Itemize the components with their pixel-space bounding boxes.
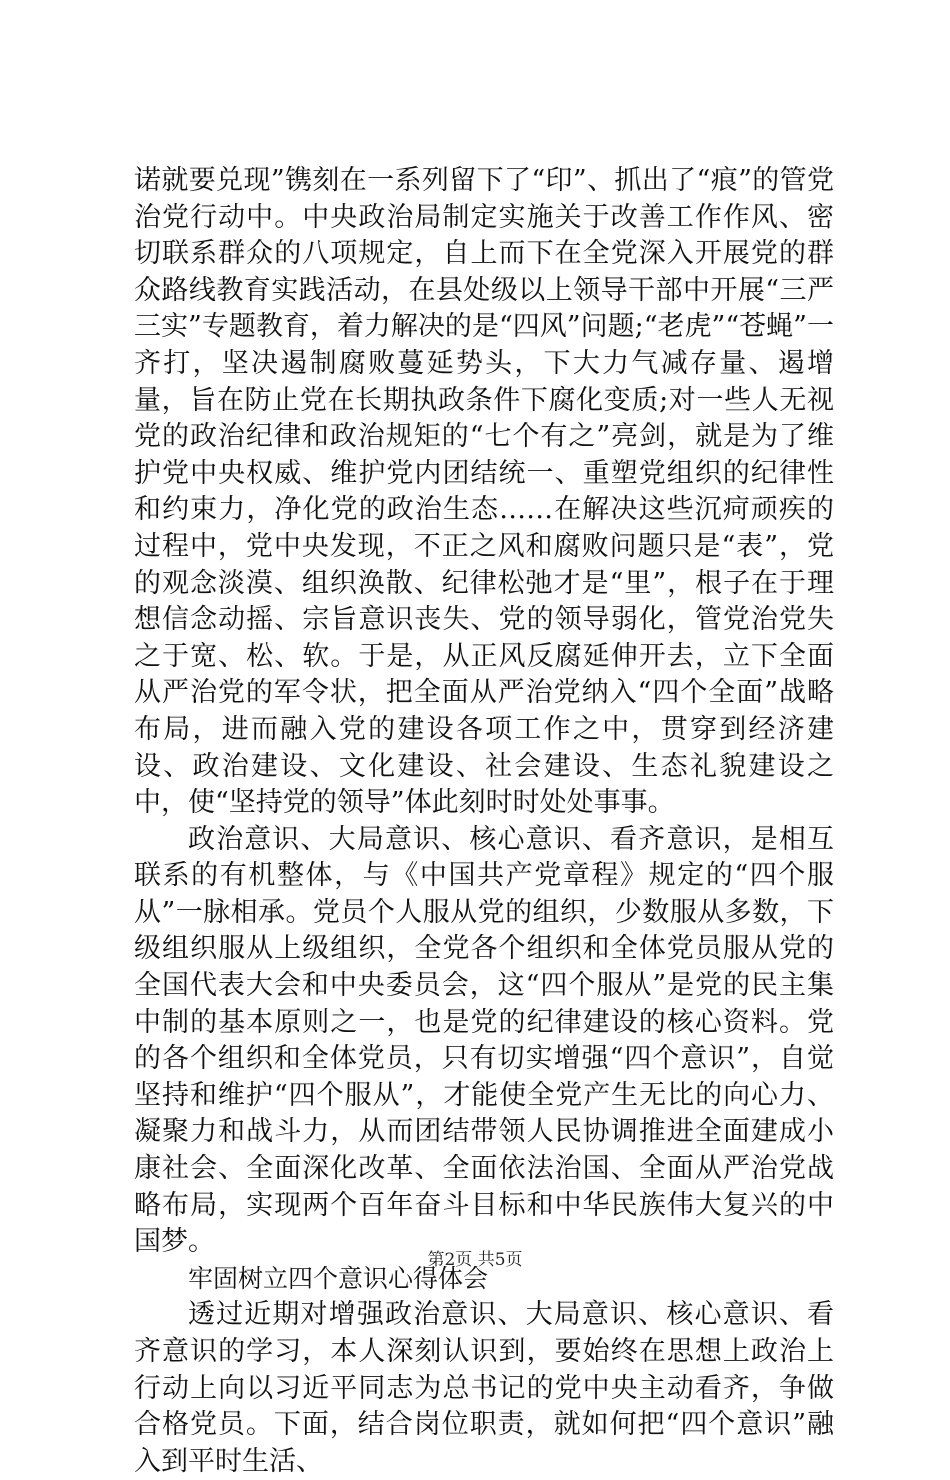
paragraph-study-reflection: 透过近期对增强政治意识、大局意识、核心意识、看齐意识的学习，本人深刻认识到，要始终在思想上政治上行动上向以习近平同志为总书记的党中央主动看齐，争做合格党员。下面，结合岗位职责，就如何把“四个意识”融入到平时生活、 bbox=[134, 1299, 834, 1477]
page-number-footer: 第2页 共5页 bbox=[427, 1250, 523, 1270]
section-heading: 牢固树立四个意识心得体会 bbox=[188, 1263, 489, 1293]
document-body bbox=[134, 163, 834, 1480]
paragraph-continued: 诺就要兑现”镌刻在一系列留下了“印”、抓出了“痕”的管党治党行动中。中央政治局制定实施关于改善工作作风、密切联系群众的八项规定，自上而下在全党深入开展党的群众路线教育实践活动，在县处级以上领导干部中开展“三严三实”专题教育，着力解决的是“四风”问题;“老虎”“苍蝇”一齐打，坚决遏制腐败蔓延势头，下大力气减存量、遏增量，旨在防止党在长期执政条件下腐化变质;对一些人无视党的政治纪律和政治规矩的“七个有之”亮剑，就是为了维护党中央权威、维护党内团结统一、重塑党组织的纪律性和约束力，净化党的政治生态……在解决这些沉疴顽疾的过程中，党中央发现，不正之风和腐败问题只是“表”，党的观念淡漠、组织涣散、纪律松弛才是“里”，根子在于理想信念动摇、宗旨意识丧失、党的领导弱化，管党治党失之于宽、松、软。于是，从正风反腐延伸开去，立下全面从严治党的军令状，把全面从严治党纳入“四个全面”战略布局，进而融入党的建设各项工作之中，贯穿到经济建设、政治建设、文化建设、社会建设、生态礼貌建设之中，使“坚持党的领导”体此刻时时处处事事。 bbox=[134, 165, 834, 819]
paragraph-four-consciousness: 政治意识、大局意识、核心意识、看齐意识，是相互联系的有机整体，与《中国共产党章程》规定的“四个服从”一脉相承。党员个人服从党的组织，少数服从多数，下级组织服从上级组织，全党各个组织和全体党员服从党的全国代表大会和中央委员会，这“四个服从”是党的民主集中制的基本原则之一，也是党的纪律建设的核心资料。党的各个组织和全体党员，只有切实增强“四个意识”，自觉坚持和维护“四个服从”，才能使全党产生无比的向心力、凝聚力和战斗力，从而团结带领人民协调推进全面建成小康社会、全面深化改革、全面依法治国、全面从严治党战略布局，实现两个百年奋斗目标和中华民族伟大复兴的中国梦。 bbox=[134, 823, 834, 1258]
